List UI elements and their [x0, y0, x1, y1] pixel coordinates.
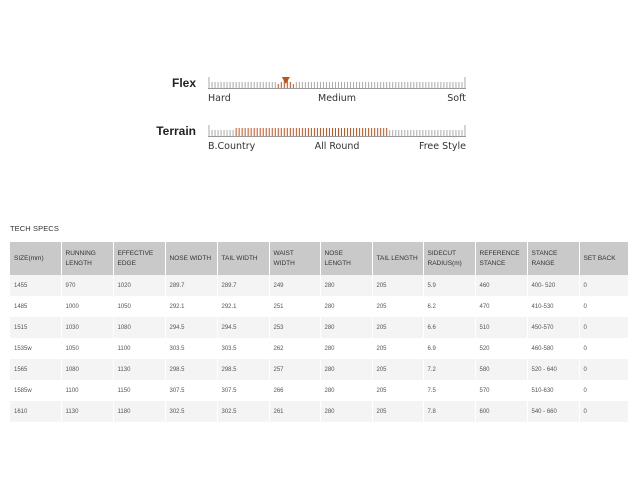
- table-cell: 0: [579, 338, 628, 359]
- table-cell: 1565: [10, 359, 61, 380]
- table-cell: 1150: [113, 380, 165, 401]
- table-cell: 280: [320, 380, 372, 401]
- table-row: [10, 338, 628, 359]
- table-cell: 570: [475, 380, 527, 401]
- table-cell: 307.5: [217, 380, 269, 401]
- terrain-label-free-style: Free Style: [418, 141, 466, 152]
- table-cell: 1515: [10, 317, 61, 338]
- column-header: REFERENCE STANCE: [475, 242, 527, 275]
- tech-specs-title: TECH SPECS: [10, 224, 59, 233]
- table-cell: 289.7: [217, 275, 269, 296]
- table-cell: 460-580: [527, 338, 579, 359]
- table-cell: 280: [320, 359, 372, 380]
- tech-specs-body: [10, 275, 628, 422]
- table-cell: 1535w: [10, 338, 61, 359]
- column-header: TAIL WIDTH: [217, 242, 269, 275]
- table-cell: 261: [269, 401, 320, 422]
- table-cell: 0: [579, 317, 628, 338]
- table-row: [10, 296, 628, 317]
- table-cell: 1130: [113, 359, 165, 380]
- column-header: WAIST WIDTH: [269, 242, 320, 275]
- table-cell: 6.2: [423, 296, 475, 317]
- table-cell: 970: [61, 275, 113, 296]
- table-cell: 205: [372, 380, 423, 401]
- table-cell: 205: [372, 296, 423, 317]
- table-cell: 205: [372, 338, 423, 359]
- table-cell: 302.5: [165, 401, 217, 422]
- table-cell: 205: [372, 401, 423, 422]
- table-cell: 266: [269, 380, 320, 401]
- table-cell: 1100: [113, 338, 165, 359]
- terrain-scale-labels: [208, 141, 466, 155]
- table-cell: 0: [579, 296, 628, 317]
- table-cell: 7.8: [423, 401, 475, 422]
- table-cell: 1050: [61, 338, 113, 359]
- table-cell: 1080: [61, 359, 113, 380]
- terrain-title: Terrain: [156, 124, 196, 138]
- terrain-label-all-round: All Round: [314, 141, 360, 152]
- flex-label-medium: Medium: [318, 93, 356, 104]
- column-header: SIDECUT RADIUS(m): [423, 242, 475, 275]
- table-cell: 0: [579, 401, 628, 422]
- column-header: RUNNING LENGTH: [61, 242, 113, 275]
- column-header: NOSE LENGTH: [320, 242, 372, 275]
- table-cell: 292.1: [217, 296, 269, 317]
- table-cell: 262: [269, 338, 320, 359]
- table-cell: 580: [475, 359, 527, 380]
- flex-rating: [0, 76, 640, 116]
- column-header: NOSE WIDTH: [165, 242, 217, 275]
- table-cell: 298.5: [217, 359, 269, 380]
- table-cell: 0: [579, 275, 628, 296]
- table-cell: 280: [320, 401, 372, 422]
- table-row: [10, 401, 628, 422]
- table-cell: 253: [269, 317, 320, 338]
- table-cell: 1050: [113, 296, 165, 317]
- table-cell: 294.5: [217, 317, 269, 338]
- table-row: [10, 275, 628, 296]
- table-cell: 292.1: [165, 296, 217, 317]
- table-cell: 249: [269, 275, 320, 296]
- table-cell: 510-630: [527, 380, 579, 401]
- flex-scale-marker-icon: [282, 77, 290, 84]
- table-cell: 294.5: [165, 317, 217, 338]
- table-cell: 289.7: [165, 275, 217, 296]
- table-cell: 205: [372, 275, 423, 296]
- flex-scale-ticks: [208, 77, 466, 89]
- column-header: STANCE RANGE: [527, 242, 579, 275]
- table-cell: 0: [579, 380, 628, 401]
- flex-label-hard: Hard: [208, 93, 231, 104]
- table-cell: 307.5: [165, 380, 217, 401]
- table-cell: 280: [320, 275, 372, 296]
- table-cell: 1485: [10, 296, 61, 317]
- table-cell: 280: [320, 317, 372, 338]
- table-cell: 410-530: [527, 296, 579, 317]
- table-cell: 1020: [113, 275, 165, 296]
- tech-specs-header-row: [10, 242, 628, 275]
- table-cell: 1180: [113, 401, 165, 422]
- terrain-label-backcountry: B.Country: [208, 141, 256, 152]
- table-cell: 1080: [113, 317, 165, 338]
- table-cell: 460: [475, 275, 527, 296]
- table-cell: 7.2: [423, 359, 475, 380]
- table-cell: 303.5: [165, 338, 217, 359]
- terrain-scale: [208, 125, 466, 137]
- table-cell: 1455: [10, 275, 61, 296]
- table-row: [10, 380, 628, 401]
- flex-label-soft: Soft: [447, 93, 466, 104]
- terrain-rating: [0, 124, 640, 164]
- table-cell: 205: [372, 317, 423, 338]
- table-cell: 1030: [61, 317, 113, 338]
- table-cell: 1610: [10, 401, 61, 422]
- column-header: TAIL LENGTH: [372, 242, 423, 275]
- tech-specs-table: [10, 242, 628, 422]
- table-cell: 257: [269, 359, 320, 380]
- table-row: [10, 317, 628, 338]
- table-cell: 520 - 640: [527, 359, 579, 380]
- table-row: [10, 359, 628, 380]
- table-cell: 1585w: [10, 380, 61, 401]
- table-cell: 303.5: [217, 338, 269, 359]
- table-cell: 600: [475, 401, 527, 422]
- terrain-scale-ticks: [208, 125, 466, 137]
- table-cell: 0: [579, 359, 628, 380]
- table-cell: 6.9: [423, 338, 475, 359]
- table-cell: 400- 520: [527, 275, 579, 296]
- table-cell: 1100: [61, 380, 113, 401]
- table-cell: 540 - 660: [527, 401, 579, 422]
- table-cell: 450-570: [527, 317, 579, 338]
- table-cell: 1130: [61, 401, 113, 422]
- table-cell: 280: [320, 338, 372, 359]
- table-cell: 302.5: [217, 401, 269, 422]
- table-cell: 205: [372, 359, 423, 380]
- flex-title: Flex: [171, 76, 196, 90]
- flex-scale-labels: [208, 93, 466, 107]
- column-header: SET BACK: [579, 242, 628, 275]
- table-cell: 5.9: [423, 275, 475, 296]
- table-cell: 298.5: [165, 359, 217, 380]
- column-header: SIZE(mm): [10, 242, 61, 275]
- table-cell: 520: [475, 338, 527, 359]
- table-cell: 6.6: [423, 317, 475, 338]
- table-cell: 470: [475, 296, 527, 317]
- table-cell: 280: [320, 296, 372, 317]
- column-header: EFFECTIVE EDGE: [113, 242, 165, 275]
- table-cell: 7.5: [423, 380, 475, 401]
- table-cell: 251: [269, 296, 320, 317]
- table-cell: 1000: [61, 296, 113, 317]
- table-cell: 510: [475, 317, 527, 338]
- flex-scale: [208, 77, 466, 89]
